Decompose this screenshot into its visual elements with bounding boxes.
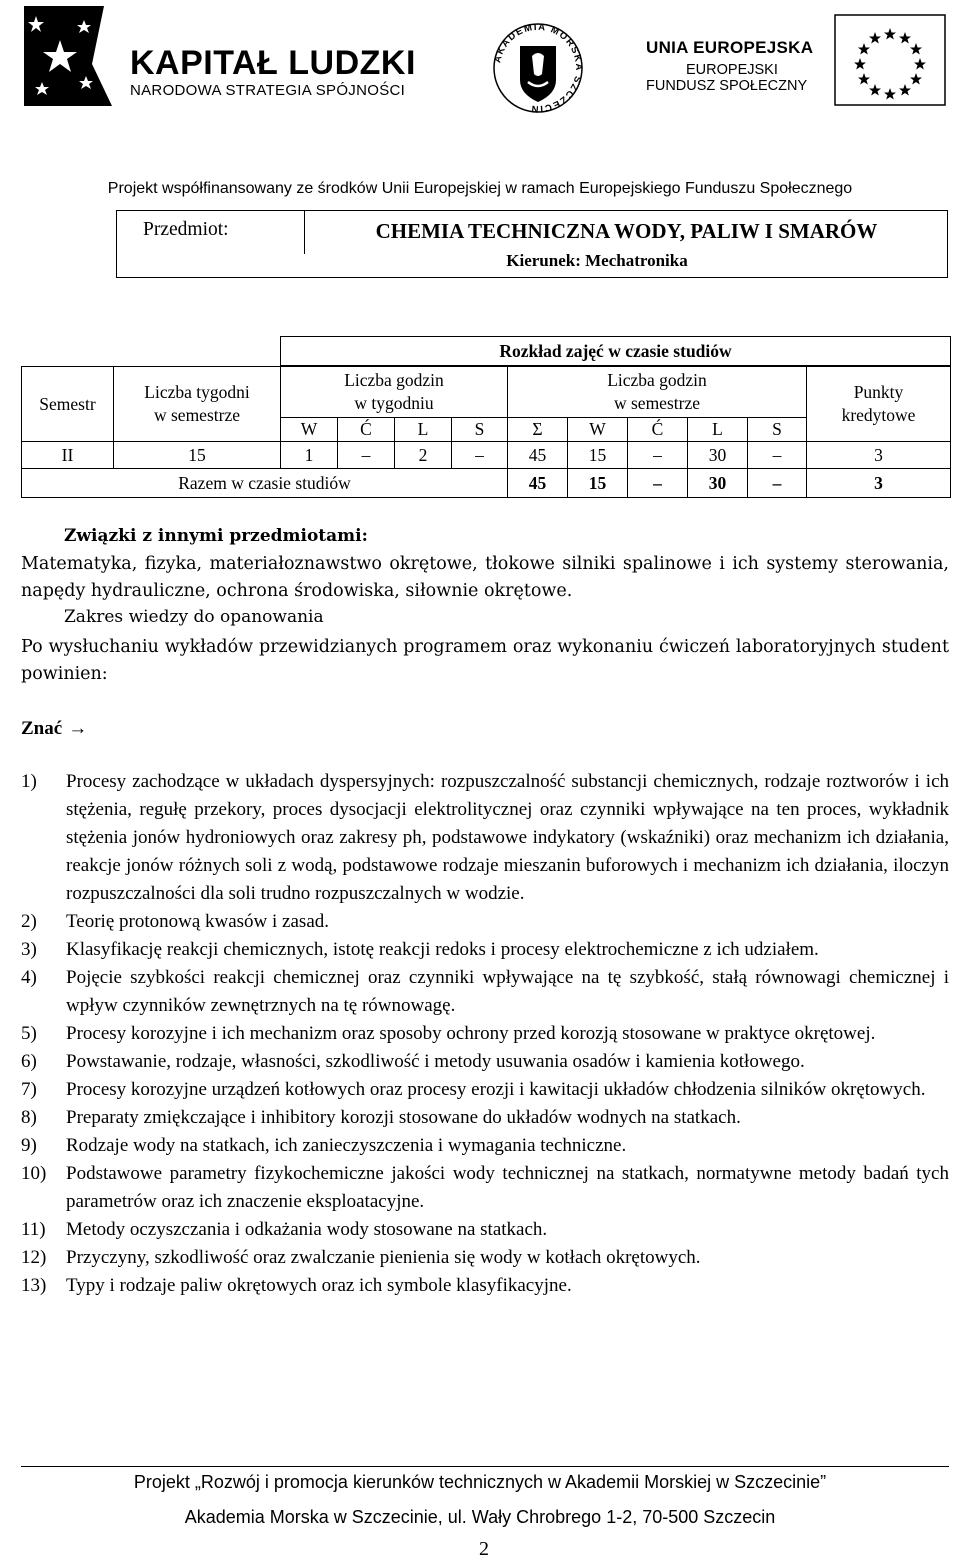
row-week-w [280, 441, 338, 469]
row-sem-w-value: 15 [588, 444, 607, 465]
schedule-table [21, 336, 951, 500]
footer-divider [21, 1466, 949, 1467]
list-item [21, 1244, 949, 1272]
header-weeks [113, 366, 281, 442]
item-text: Metody oczyszczania i odkażania wody stosowane na statkach. [66, 1219, 548, 1240]
arrow-right-icon: → [68, 718, 88, 739]
know-label: Znać [21, 718, 63, 739]
list-item [21, 1020, 949, 1048]
relations-text: Matematyka, fizyka, materiałoznawstwo okrętowe, tłokowe silniki spalinowe i ich systemy sterowania, napędy hydrauliczne, ochrona środowiska, siłownie okrętowe. [21, 554, 949, 601]
row-week-c [337, 441, 395, 469]
kapital-ludzki-subtitle: NARODOWA STRATEGIA SPÓJNOŚCI [130, 82, 406, 99]
item-number: 2) [21, 911, 37, 932]
row-credits-value: 3 [874, 444, 883, 465]
total-sem-s-value: – [772, 472, 782, 493]
svg-text:AKADEMIA MORSKA SZCZECIN: AKADEMIA MORSKA SZCZECIN [492, 21, 584, 115]
item-number: 8) [21, 1107, 37, 1128]
ue-line-3: FUNDUSZ SPOŁECZNY [646, 78, 808, 94]
total-sem-w [567, 468, 628, 498]
subcol-sem-w [567, 417, 628, 442]
subcol-week-l-label: L [417, 419, 429, 440]
row-sem-s-value: – [772, 444, 782, 465]
list-item [21, 964, 949, 1020]
item-text: Procesy zachodzące w układach dyspersyjnych: rozpuszczalność substancji chemicznych, rodzaje roztworów i ich stężenia, regułę przekory, proces dysocjacji elektrolitycznej oraz czynniki wpływające na ten proces, wykładnik stężenia jonów hydroniowych oraz zakresy ph, podstawowe indykatory (wskaźniki) oraz mechanizm ich działania, reakcje jonów różnych soli z wodą, podstawowe rodzaje mieszanin buforowych i mechanizm ich działania, iloczyn rozpuszczalności dla soli trudno rozpuszczalnych w wodzie. [66, 771, 949, 904]
item-text: Klasyfikację reakcji chemicznych, istotę reakcji redoks i procesy elektrochemiczne z ich udziałem. [66, 939, 819, 960]
schedule-title: Rozkład zajęć w czasie studiów [499, 340, 732, 361]
list-item [21, 1048, 949, 1076]
total-sem-c-value: – [653, 472, 662, 493]
item-number: 1) [21, 771, 37, 792]
item-number: 4) [21, 967, 37, 988]
header-hours-week-label: Liczba godzin w tygodniu [344, 370, 444, 413]
item-text: Procesy korozyjne urządzeń kotłowych oraz procesy erozji i kawitacji układów chłodzenia silników okrętowych. [66, 1079, 926, 1100]
footer-project: Projekt „Rozwój i promocja kierunków technicznych w Akademii Morskiej w Szczecinie” [133, 1472, 827, 1492]
total-sem-c [627, 468, 688, 498]
item-number: 10) [21, 1163, 47, 1184]
subcol-sem-l-label: L [712, 419, 723, 440]
item-text: Powstawanie, rodzaje, własności, szkodliwość i metody usuwania osadów i kamienia kotłowego. [66, 1051, 805, 1072]
row-sem-w [567, 441, 628, 469]
relations-title: Związki z innymi przedmiotami: [64, 526, 368, 546]
total-sem-l-value: 30 [708, 472, 727, 493]
akademia-morska-seal-icon [492, 18, 584, 118]
knowledge-title: Zakres wiedzy do opanowania [64, 607, 324, 627]
header-hours-sem [507, 366, 807, 418]
subject-table [116, 210, 948, 278]
total-sem-w-value: 15 [588, 472, 607, 493]
knowledge-list [21, 768, 949, 1300]
subcol-sem-s [747, 417, 807, 442]
subject-name: CHEMIA TECHNICZNA WODY, PALIW I SMARÓW [375, 219, 878, 243]
ue-line-1: UNIA EUROPEJSKA [646, 38, 814, 57]
eu-flag-icon [834, 14, 946, 106]
subcol-week-l [394, 417, 452, 442]
list-item [21, 936, 949, 964]
kapital-ludzki-logo [20, 6, 440, 106]
subcol-sem-sigma-label: Σ [532, 419, 543, 440]
list-item [21, 1104, 949, 1132]
know-heading [21, 718, 87, 740]
subcol-sem-s-label: S [772, 419, 782, 440]
list-item [21, 1272, 949, 1300]
row-week-s [451, 441, 508, 469]
item-number: 3) [21, 939, 37, 960]
item-number: 6) [21, 1051, 37, 1072]
subcol-week-s [451, 417, 508, 442]
total-label-cell [21, 468, 508, 498]
total-sem-sigma [507, 468, 568, 498]
item-text: Podstawowe parametry fizykochemiczne jakości wody technicznej na statkach, normatywne metody badań tych parametrów oraz ich znaczenie eksploatacyjne. [66, 1163, 949, 1212]
subject-label: Przedmiot: [117, 211, 305, 254]
subcol-sem-w-label: W [589, 419, 606, 440]
item-number: 7) [21, 1079, 37, 1100]
item-number: 11) [21, 1219, 46, 1240]
row-sem-sigma-value: 45 [528, 444, 547, 465]
cofinancing-note: Projekt współfinansowany ze środków Unii Europejskiej w ramach Europejskiego Funduszu Społecznego [107, 180, 853, 197]
row-sem-l [687, 441, 748, 469]
item-text: Procesy korozyjne i ich mechanizm oraz sposoby ochrony przed korozją stosowane w praktyce okrętowej. [66, 1023, 876, 1044]
row-week-l [394, 441, 452, 469]
item-number: 12) [21, 1247, 47, 1268]
header-semestr [21, 366, 114, 442]
item-text: Pojęcie szybkości reakcji chemicznej oraz czynniki wpływające na tę szybkość, stałą równowagi chemicznej i wpływ czynników zewnętrznych na tę równowagę. [66, 967, 949, 1016]
subcol-week-s-label: S [474, 419, 485, 440]
schedule-title-cell [280, 336, 951, 366]
item-text: Typy i rodzaje paliw okrętowych oraz ich symbole klasyfikacyjne. [66, 1275, 572, 1296]
subcol-sem-sigma [507, 417, 568, 442]
kapital-ludzki-emblem-icon [20, 6, 112, 106]
akademia-morska-seal [492, 18, 584, 118]
row-sem-l-value: 30 [708, 444, 727, 465]
subcol-sem-c [627, 417, 688, 442]
list-item [21, 1132, 949, 1160]
row-sem-sigma [507, 441, 568, 469]
subject-direction: Kierunek: Mechatronika [506, 251, 688, 270]
ue-line-2: EUROPEJSKI [686, 62, 778, 78]
row-sem-c [627, 441, 688, 469]
logo-header [0, 0, 960, 120]
row-semestr [21, 441, 114, 469]
list-item [21, 908, 949, 936]
row-weeks [113, 441, 281, 469]
total-sem-l [687, 468, 748, 498]
row-sem-s [747, 441, 807, 469]
header-hours-sem-label: Liczba godzin w semestrze [607, 370, 707, 413]
total-label: Razem w czasie studiów [178, 472, 351, 493]
page-number: 2 [479, 1538, 489, 1560]
row-semestr-value: II [61, 444, 74, 465]
total-credits [806, 468, 951, 498]
item-text: Teorię protonową kwasów i zasad. [66, 911, 330, 932]
row-credits [806, 441, 951, 469]
subcol-week-c-label: Ć [360, 419, 372, 440]
list-item [21, 768, 949, 908]
total-credits-value: 3 [874, 472, 883, 493]
row-sem-c-value: – [653, 444, 662, 465]
header-weeks-label: Liczba tygodni w semestrze [144, 382, 250, 425]
row-week-s-value: – [475, 444, 484, 465]
header-credits-label: Punkty kredytowe [841, 382, 916, 425]
row-week-w-value: 1 [304, 444, 314, 465]
row-weeks-value: 15 [188, 444, 206, 465]
item-number: 9) [21, 1135, 37, 1156]
subcol-week-c [337, 417, 395, 442]
header-semestr-label: Semestr [39, 393, 96, 414]
footer-address: Akademia Morska w Szczecinie, ul. Wały Chrobrego 1-2, 70-500 Szczecin [184, 1507, 776, 1527]
item-text: Przyczyny, szkodliwość oraz zwalczanie pienienia się wody w kotłach okrętowych. [66, 1247, 701, 1268]
item-text: Preparaty zmiękczające i inhibitory korozji stosowane do układów wodnych na statkach. [66, 1107, 741, 1128]
list-item [21, 1216, 949, 1244]
subcol-week-w-label: W [300, 419, 318, 440]
total-sem-sigma-value: 45 [528, 472, 547, 493]
row-week-l-value: 2 [418, 444, 428, 465]
knowledge-intro: Po wysłuchaniu wykładów przewidzianych programem oraz wykonaniu ćwiczeń laboratoryjnych student powinien: [21, 637, 949, 684]
kapital-ludzki-title: KAPITAŁ LUDZKI [130, 44, 416, 82]
total-sem-s [747, 468, 807, 498]
subcol-sem-c-label: Ć [651, 419, 664, 440]
item-number: 5) [21, 1023, 37, 1044]
subcol-sem-l [687, 417, 748, 442]
item-text: Rodzaje wody na statkach, ich zanieczyszczenia i wymagania techniczne. [66, 1135, 627, 1156]
subcol-week-w [280, 417, 338, 442]
header-hours-week [280, 366, 508, 418]
header-credits [806, 366, 951, 442]
list-item [21, 1076, 949, 1104]
item-number: 13) [21, 1275, 47, 1296]
list-item [21, 1160, 949, 1216]
row-week-c-value: – [361, 444, 371, 465]
